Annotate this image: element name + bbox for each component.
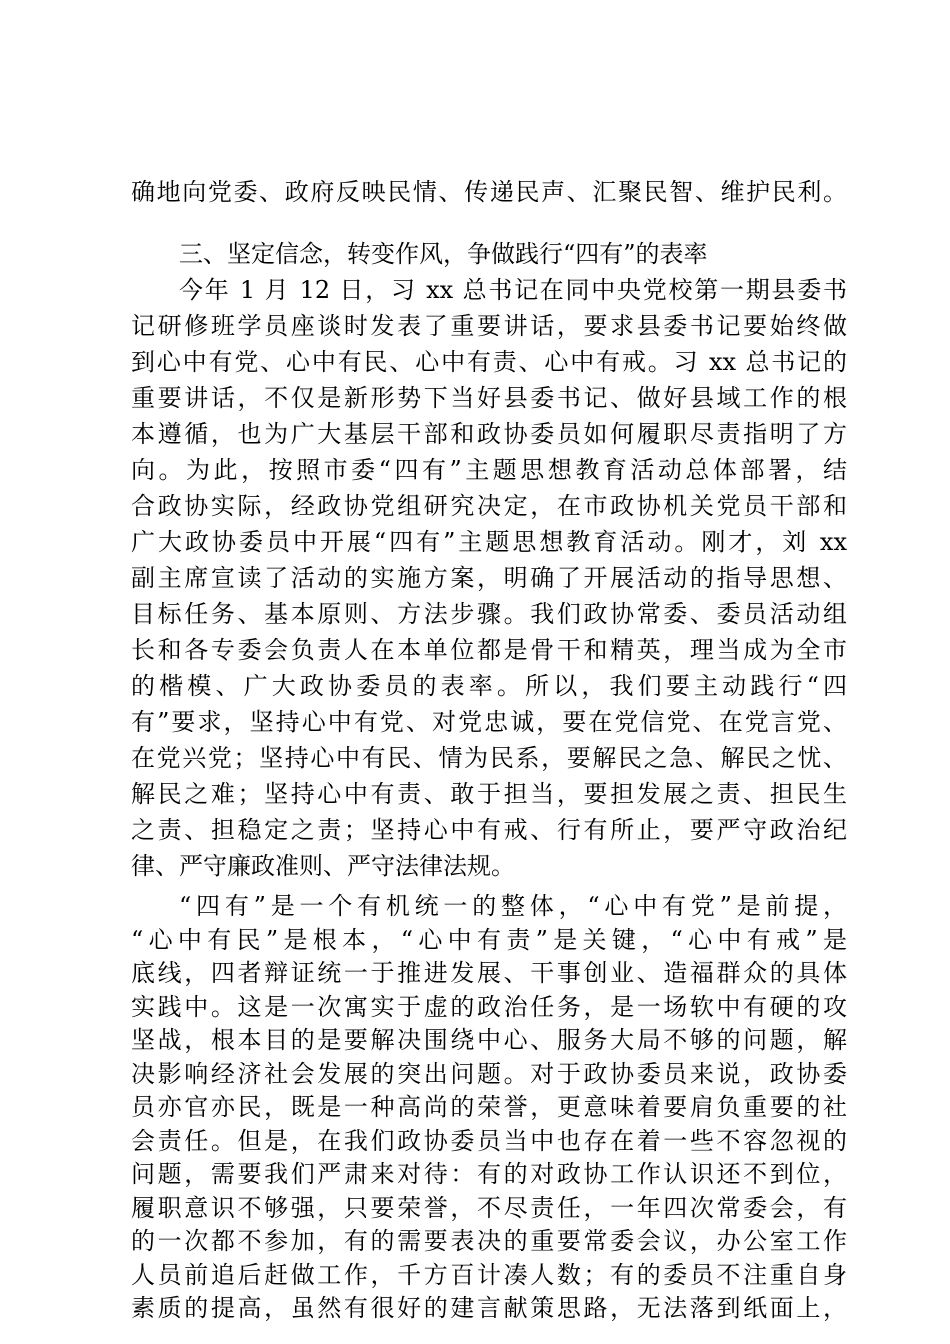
paragraph-line: 素质的提高，虽然有很好的建言献策思路，无法落到纸面上， — [131, 1294, 847, 1322]
paragraph-line: 问题，需要我们严肃来对待：有的对政协工作认识还不到位， — [131, 1160, 847, 1188]
paragraph-line: 到心中有党、心中有民、心中有责、心中有戒。习 xx 总书记的 — [131, 348, 847, 376]
paragraph-line: 底线，四者辩证统一于推进发展、干事创业、造福群众的具体 — [131, 959, 847, 987]
paragraph-line: 目标任务、基本原则、方法步骤。我们政协常委、委员活动组 — [131, 600, 847, 628]
paragraph-line: 之责、担稳定之责；坚持心中有戒、行有所止，要严守政治纪 — [131, 816, 847, 844]
paragraph-line: 人员前追后赶做工作，千方百计凑人数；有的委员不注重自身 — [131, 1260, 847, 1289]
paragraph-line: 长和各专委会负责人在本单位都是骨干和精英，理当成为全市 — [131, 636, 847, 664]
paragraph-line: 解民之难；坚持心中有责、敢于担当，要担发展之责、担民生 — [131, 780, 847, 808]
body-text-line: 确地向党委、政府反映民情、传递民声、汇聚民智、维护民利。 — [131, 178, 847, 206]
paragraph-line: 本遵循，也为广大基层干部和政协委员如何履职尽责指明了方 — [131, 420, 847, 448]
paragraph-line: 重要讲话，不仅是新形势下当好县委书记、做好县域工作的根 — [131, 384, 847, 412]
paragraph-line: 的一次都不参加，有的需要表决的重要常委会议，办公室工作 — [131, 1227, 847, 1255]
paragraph-line: 副主席宣读了活动的实施方案，明确了开展活动的指导思想、 — [131, 564, 847, 592]
section-heading: 三、坚定信念，转变作风，争做践行“四有”的表率 — [179, 240, 708, 268]
paragraph-line: “心中有民”是根本，“心中有责”是关键，“心中有戒”是 — [131, 925, 847, 954]
paragraph-line: “四有”是一个有机统一的整体，“心中有党”是前提， — [179, 892, 847, 920]
paragraph-line: 会责任。但是，在我们政协委员当中也存在着一些不容忽视的 — [131, 1126, 847, 1155]
paragraph-line: 决影响经济社会发展的突出问题。对于政协委员来说，政协委 — [131, 1059, 847, 1088]
paragraph-line: 员亦官亦民，既是一种高尚的荣誉，更意味着要肩负重要的社 — [131, 1093, 847, 1121]
paragraph-line: 广大政协委员中开展“四有”主题思想教育活动。刚才，刘 xx — [131, 528, 847, 556]
paragraph-line: 记研修班学员座谈时发表了重要讲话，要求县委书记要始终做 — [131, 312, 847, 340]
paragraph-line: 向。为此，按照市委“四有”主题思想教育活动总体部署，结 — [131, 456, 847, 484]
paragraph-line: 坚战，根本目的是要解决围绕中心、服务大局不够的问题，解 — [131, 1026, 847, 1054]
paragraph-line: 实践中。这是一次寓实于虚的政治任务，是一场软中有硬的攻 — [131, 992, 847, 1021]
paragraph-line: 在党兴党；坚持心中有民、情为民系，要解民之急、解民之忧、 — [131, 744, 847, 772]
paragraph-line: 今年 1 月 12 日，习 xx 总书记在同中央党校第一期县委书 — [179, 276, 847, 304]
paragraph-line: 的楷模、广大政协委员的表率。所以，我们要主动践行“四 — [131, 672, 847, 700]
paragraph-line: 履职意识不够强，只要荣誉，不尽责任，一年四次常委会，有 — [131, 1193, 847, 1222]
paragraph-line: 合政协实际，经政协党组研究决定，在市政协机关党员干部和 — [131, 492, 847, 520]
paragraph-line: 有”要求，坚持心中有党、对党忠诚，要在党信党、在党言党、 — [131, 708, 847, 736]
paragraph-line: 律、严守廉政准则、严守法律法规。 — [131, 852, 515, 880]
